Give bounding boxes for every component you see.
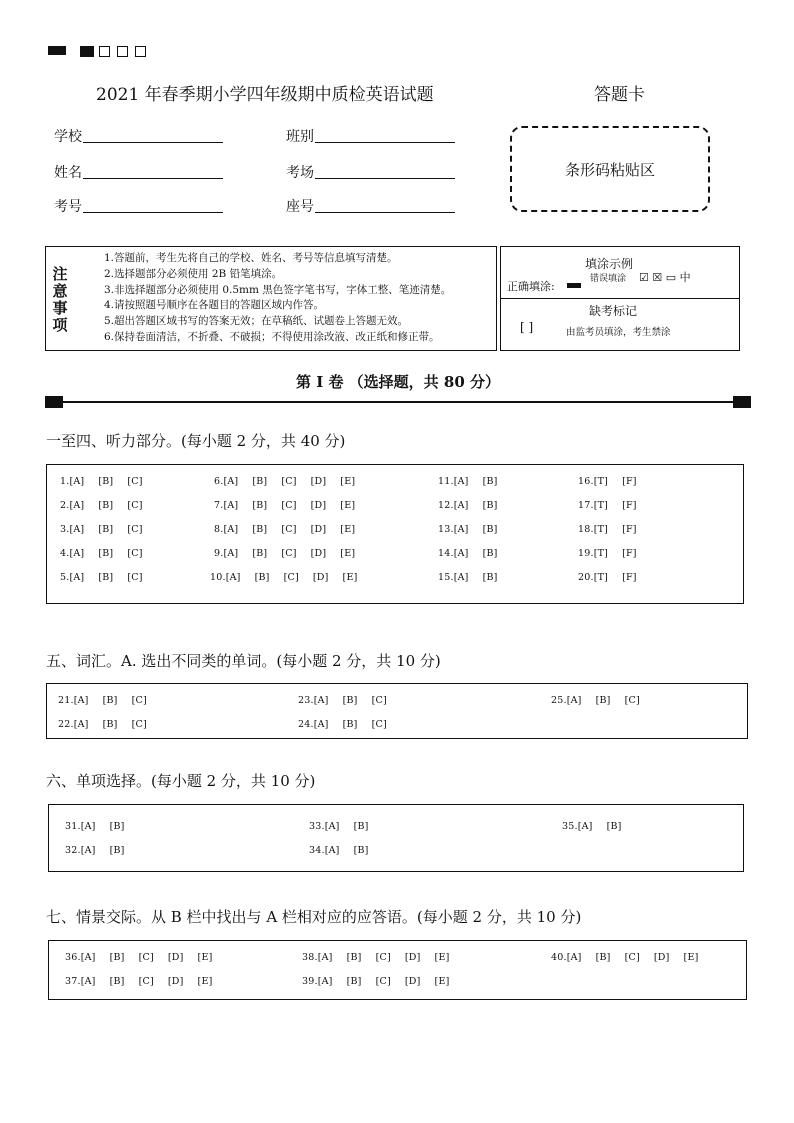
question-number: 14. <box>438 548 454 559</box>
class-field[interactable] <box>315 142 455 143</box>
question-number: 38. <box>302 952 318 963</box>
question-number: 7. <box>214 500 224 511</box>
section-title: 一至四、听力部分。(每小题 2 分，共 40 分) <box>46 432 346 450</box>
question-number: 25. <box>551 695 567 706</box>
correct-fill-label: 正确填涂: <box>507 280 555 293</box>
answer-option[interactable]: [A] <box>73 719 89 730</box>
question-row <box>438 548 498 559</box>
question-number: 2. <box>60 500 70 511</box>
code-mark-filled <box>80 46 94 57</box>
room-field[interactable] <box>315 178 455 179</box>
question-row <box>302 952 449 963</box>
question-row <box>210 572 357 583</box>
answer-option[interactable]: [D] <box>312 572 329 583</box>
answer-option[interactable]: [B] <box>109 845 125 856</box>
answer-option[interactable]: [A] <box>317 976 333 987</box>
absent-note: 由监考员填涂，考生禁涂 <box>566 327 671 338</box>
question-row <box>214 500 355 511</box>
question-number: 22. <box>58 719 74 730</box>
answer-option[interactable]: [A] <box>223 548 239 559</box>
answer-option[interactable]: [B] <box>595 695 611 706</box>
question-row <box>438 572 498 583</box>
question-row <box>60 524 143 535</box>
answer-option[interactable]: [C] <box>371 719 387 730</box>
question-number: 34. <box>309 845 325 856</box>
question-row <box>58 695 147 706</box>
answer-option[interactable]: [C] <box>281 476 297 487</box>
question-number: 16. <box>578 476 594 487</box>
answer-option[interactable]: [A] <box>80 821 96 832</box>
correct-fill-mark <box>567 283 581 288</box>
answer-option[interactable]: [A] <box>225 572 241 583</box>
answer-option[interactable]: [D] <box>404 952 421 963</box>
question-number: 37. <box>65 976 81 987</box>
question-row <box>214 548 355 559</box>
question-number: 6. <box>214 476 224 487</box>
answer-option[interactable]: [B] <box>102 719 118 730</box>
answer-option[interactable]: [F] <box>622 524 637 535</box>
fill-example-title: 填涂示例 <box>585 257 634 271</box>
question-row <box>65 952 212 963</box>
question-row <box>578 524 637 535</box>
answer-option[interactable]: [A] <box>313 695 329 706</box>
question-row <box>60 548 143 559</box>
answer-option[interactable]: [A] <box>80 976 96 987</box>
barcode-label: 条形码粘贴区 <box>564 160 655 179</box>
answer-option[interactable]: [F] <box>622 572 637 583</box>
answer-option[interactable]: [C] <box>371 695 387 706</box>
answer-option[interactable]: [A] <box>453 572 469 583</box>
note-item: 2.选择题部分必须使用 2B 铅笔填涂。 <box>104 267 283 280</box>
answer-option[interactable]: [C] <box>138 976 154 987</box>
question-row <box>65 845 125 856</box>
position-mark <box>45 396 63 408</box>
question-row <box>214 524 355 535</box>
question-number: 4. <box>60 548 70 559</box>
position-mark <box>733 396 751 408</box>
question-number: 1. <box>60 476 70 487</box>
answer-option[interactable]: [A] <box>453 476 469 487</box>
answer-option[interactable]: [A] <box>324 821 340 832</box>
answer-option[interactable]: [A] <box>313 719 329 730</box>
card-label: 答题卡 <box>594 85 645 105</box>
answer-option[interactable]: [D] <box>310 548 327 559</box>
question-number: 21. <box>58 695 74 706</box>
answer-box <box>48 940 747 1000</box>
question-row <box>60 500 143 511</box>
question-row <box>438 500 498 511</box>
name-field[interactable] <box>83 178 223 179</box>
question-row <box>438 524 498 535</box>
note-item: 3.非选择题部分必须使用 0.5mm 黑色签字笔书写，字体工整、笔迹清楚。 <box>104 283 452 296</box>
answer-option[interactable]: [B] <box>98 572 114 583</box>
seat-field[interactable] <box>315 212 455 213</box>
barcode-area <box>510 126 710 212</box>
answer-option[interactable]: [A] <box>80 952 96 963</box>
question-number: 9. <box>214 548 224 559</box>
answer-option[interactable]: [A] <box>69 572 85 583</box>
answer-option[interactable]: [A] <box>223 524 239 535</box>
answer-option[interactable]: [B] <box>346 952 362 963</box>
answer-option[interactable]: [B] <box>482 548 498 559</box>
answer-option[interactable]: [B] <box>342 695 358 706</box>
wrong-fill-marks-icon: ☑ ☒ ▭ 中 <box>639 271 691 284</box>
answer-box <box>48 804 744 872</box>
school-label: 学校 <box>54 129 82 145</box>
answer-option[interactable]: [A] <box>69 548 85 559</box>
answer-option[interactable]: [B] <box>482 524 498 535</box>
question-number: 10. <box>210 572 226 583</box>
divider <box>500 298 740 299</box>
answer-option[interactable]: [A] <box>317 952 333 963</box>
question-row <box>578 500 637 511</box>
answer-option[interactable]: [C] <box>127 548 143 559</box>
question-number: 11. <box>438 476 454 487</box>
answer-option[interactable]: [A] <box>223 500 239 511</box>
question-number: 24. <box>298 719 314 730</box>
note-item: 1.答题前，考生先将自己的学校、姓名、考号等信息填写清楚。 <box>104 252 398 264</box>
answer-box <box>46 464 744 604</box>
answer-option[interactable]: [T] <box>593 500 609 511</box>
question-row <box>60 476 143 487</box>
question-row <box>578 548 637 559</box>
question-row <box>60 572 143 583</box>
question-row <box>309 821 369 832</box>
volume-title: 第 I 卷 （选择题，共 80 分） <box>296 373 501 391</box>
section-title: 六、单项选择。(每小题 2 分，共 10 分) <box>46 772 316 790</box>
answer-option[interactable]: [C] <box>375 952 391 963</box>
answer-option[interactable]: [B] <box>109 976 125 987</box>
question-number: 35. <box>562 821 578 832</box>
question-number: 3. <box>60 524 70 535</box>
question-number: 18. <box>578 524 594 535</box>
code-mark-empty <box>99 46 110 57</box>
class-label: 班别 <box>286 129 314 145</box>
answer-option[interactable]: [B] <box>252 476 268 487</box>
answer-option[interactable]: [A] <box>69 524 85 535</box>
answer-option[interactable]: [T] <box>593 524 609 535</box>
answer-option[interactable]: [B] <box>109 952 125 963</box>
question-row <box>298 719 387 730</box>
answer-option[interactable]: [C] <box>127 524 143 535</box>
answer-option[interactable]: [B] <box>353 845 369 856</box>
answer-option[interactable]: [D] <box>310 476 327 487</box>
answer-option[interactable]: [B] <box>353 821 369 832</box>
page-title: 2021 年春季期小学四年级期中质检英语试题 <box>96 85 434 105</box>
answer-box <box>46 683 748 739</box>
exam-no-field[interactable] <box>83 212 223 213</box>
answer-option[interactable]: [A] <box>69 476 85 487</box>
answer-option[interactable]: [F] <box>622 476 637 487</box>
question-row <box>302 976 449 987</box>
answer-option[interactable]: [B] <box>98 500 114 511</box>
code-mark-empty <box>117 46 128 57</box>
answer-option[interactable]: [A] <box>453 500 469 511</box>
answer-option[interactable]: [B] <box>102 695 118 706</box>
question-number: 39. <box>302 976 318 987</box>
question-number: 40. <box>551 952 567 963</box>
answer-option[interactable]: [D] <box>404 976 421 987</box>
answer-option[interactable]: [B] <box>98 476 114 487</box>
question-row <box>58 719 147 730</box>
question-number: 12. <box>438 500 454 511</box>
question-row <box>65 976 212 987</box>
answer-option[interactable]: [B] <box>252 524 268 535</box>
answer-option[interactable]: [C] <box>281 524 297 535</box>
answer-option[interactable]: [B] <box>254 572 270 583</box>
answer-option[interactable]: [E] <box>197 952 213 963</box>
answer-option[interactable]: [C] <box>127 500 143 511</box>
answer-option[interactable]: [T] <box>593 476 609 487</box>
answer-option[interactable]: [A] <box>80 845 96 856</box>
question-number: 17. <box>578 500 594 511</box>
notes-list <box>104 251 451 346</box>
note-item: 5.超出答题区域书写的答案无效；在草稿纸、试题卷上答题无效。 <box>104 315 409 328</box>
answer-option[interactable]: [C] <box>131 719 147 730</box>
answer-option[interactable]: [B] <box>252 548 268 559</box>
question-number: 19. <box>578 548 594 559</box>
question-row <box>438 476 498 487</box>
question-number: 5. <box>60 572 70 583</box>
notes-heading: 注意事项 <box>52 265 68 334</box>
answer-option[interactable]: [E] <box>434 976 450 987</box>
question-number: 15. <box>438 572 454 583</box>
section-title: 七、情景交际。从 B 栏中找出与 A 栏相对应的应答语。(每小题 2 分，共 10 分) <box>46 908 582 926</box>
position-mark <box>48 46 66 55</box>
answer-option[interactable]: [C] <box>281 500 297 511</box>
question-number: 8. <box>214 524 224 535</box>
note-item: 4.请按照题号顺序在各题目的答题区域内作答。 <box>104 299 325 312</box>
question-row <box>298 695 387 706</box>
answer-option[interactable]: [E] <box>683 952 699 963</box>
question-row <box>309 845 369 856</box>
answer-option[interactable]: [C] <box>624 695 640 706</box>
answer-option[interactable]: [C] <box>375 976 391 987</box>
answer-option[interactable]: [T] <box>593 572 609 583</box>
exam-no-label: 考号 <box>54 199 82 215</box>
answer-option[interactable]: [C] <box>127 476 143 487</box>
answer-option[interactable]: [B] <box>482 500 498 511</box>
question-number: 32. <box>65 845 81 856</box>
answer-option[interactable]: [A] <box>566 695 582 706</box>
answer-option[interactable]: [E] <box>340 548 356 559</box>
wrong-fill-label: 错误填涂 <box>590 274 627 284</box>
answer-option[interactable]: [E] <box>434 952 450 963</box>
absent-checkbox[interactable]: [ ] <box>520 320 534 334</box>
answer-option[interactable]: [B] <box>98 548 114 559</box>
answer-option[interactable]: [A] <box>73 695 89 706</box>
question-number: 36. <box>65 952 81 963</box>
answer-option[interactable]: [B] <box>606 821 622 832</box>
answer-option[interactable]: [C] <box>283 572 299 583</box>
question-row <box>562 821 622 832</box>
answer-option[interactable]: [B] <box>346 976 362 987</box>
answer-option[interactable]: [F] <box>622 548 637 559</box>
question-row <box>214 476 355 487</box>
answer-option[interactable]: [D] <box>310 500 327 511</box>
absent-title: 缺考标记 <box>589 304 638 318</box>
seat-label: 座号 <box>286 199 314 215</box>
answer-option[interactable]: [A] <box>453 524 469 535</box>
answer-option[interactable]: [B] <box>252 500 268 511</box>
answer-option[interactable]: [B] <box>595 952 611 963</box>
question-number: 33. <box>309 821 325 832</box>
name-label: 姓名 <box>54 165 82 181</box>
answer-option[interactable]: [B] <box>482 572 498 583</box>
answer-option[interactable]: [E] <box>340 524 356 535</box>
answer-option[interactable]: [E] <box>197 976 213 987</box>
answer-option[interactable]: [C] <box>131 695 147 706</box>
answer-option[interactable]: [F] <box>622 500 637 511</box>
question-row <box>578 572 637 583</box>
answer-option[interactable]: [C] <box>624 952 640 963</box>
answer-option[interactable]: [D] <box>653 952 670 963</box>
answer-option[interactable]: [A] <box>453 548 469 559</box>
answer-option[interactable]: [C] <box>127 572 143 583</box>
answer-option[interactable]: [E] <box>342 572 358 583</box>
answer-option[interactable]: [D] <box>167 976 184 987</box>
room-label: 考场 <box>286 165 314 181</box>
answer-option[interactable]: [A] <box>69 500 85 511</box>
question-row <box>551 695 640 706</box>
answer-option[interactable]: [A] <box>577 821 593 832</box>
question-number: 23. <box>298 695 314 706</box>
code-mark-empty <box>135 46 146 57</box>
answer-option[interactable]: [A] <box>324 845 340 856</box>
answer-option[interactable]: [B] <box>342 719 358 730</box>
answer-option[interactable]: [C] <box>138 952 154 963</box>
question-number: 31. <box>65 821 81 832</box>
question-number: 20. <box>578 572 594 583</box>
answer-option[interactable]: [B] <box>482 476 498 487</box>
answer-option[interactable]: [A] <box>223 476 239 487</box>
question-number: 13. <box>438 524 454 535</box>
note-item: 6.保持卷面清洁，不折叠、不破损；不得使用涂改液、改正纸和修正带。 <box>104 330 440 343</box>
answer-option[interactable]: [D] <box>167 952 184 963</box>
question-row <box>578 476 637 487</box>
question-row <box>65 821 125 832</box>
answer-option[interactable]: [D] <box>310 524 327 535</box>
answer-option[interactable]: [T] <box>593 548 609 559</box>
answer-option[interactable]: [E] <box>340 476 356 487</box>
answer-option[interactable]: [E] <box>340 500 356 511</box>
answer-option[interactable]: [A] <box>566 952 582 963</box>
divider <box>63 401 733 403</box>
section-title: 五、词汇。A. 选出不同类的单词。(每小题 2 分，共 10 分) <box>46 652 441 670</box>
answer-option[interactable]: [C] <box>281 548 297 559</box>
answer-option[interactable]: [B] <box>98 524 114 535</box>
answer-option[interactable]: [B] <box>109 821 125 832</box>
school-field[interactable] <box>83 142 223 143</box>
question-row <box>551 952 698 963</box>
